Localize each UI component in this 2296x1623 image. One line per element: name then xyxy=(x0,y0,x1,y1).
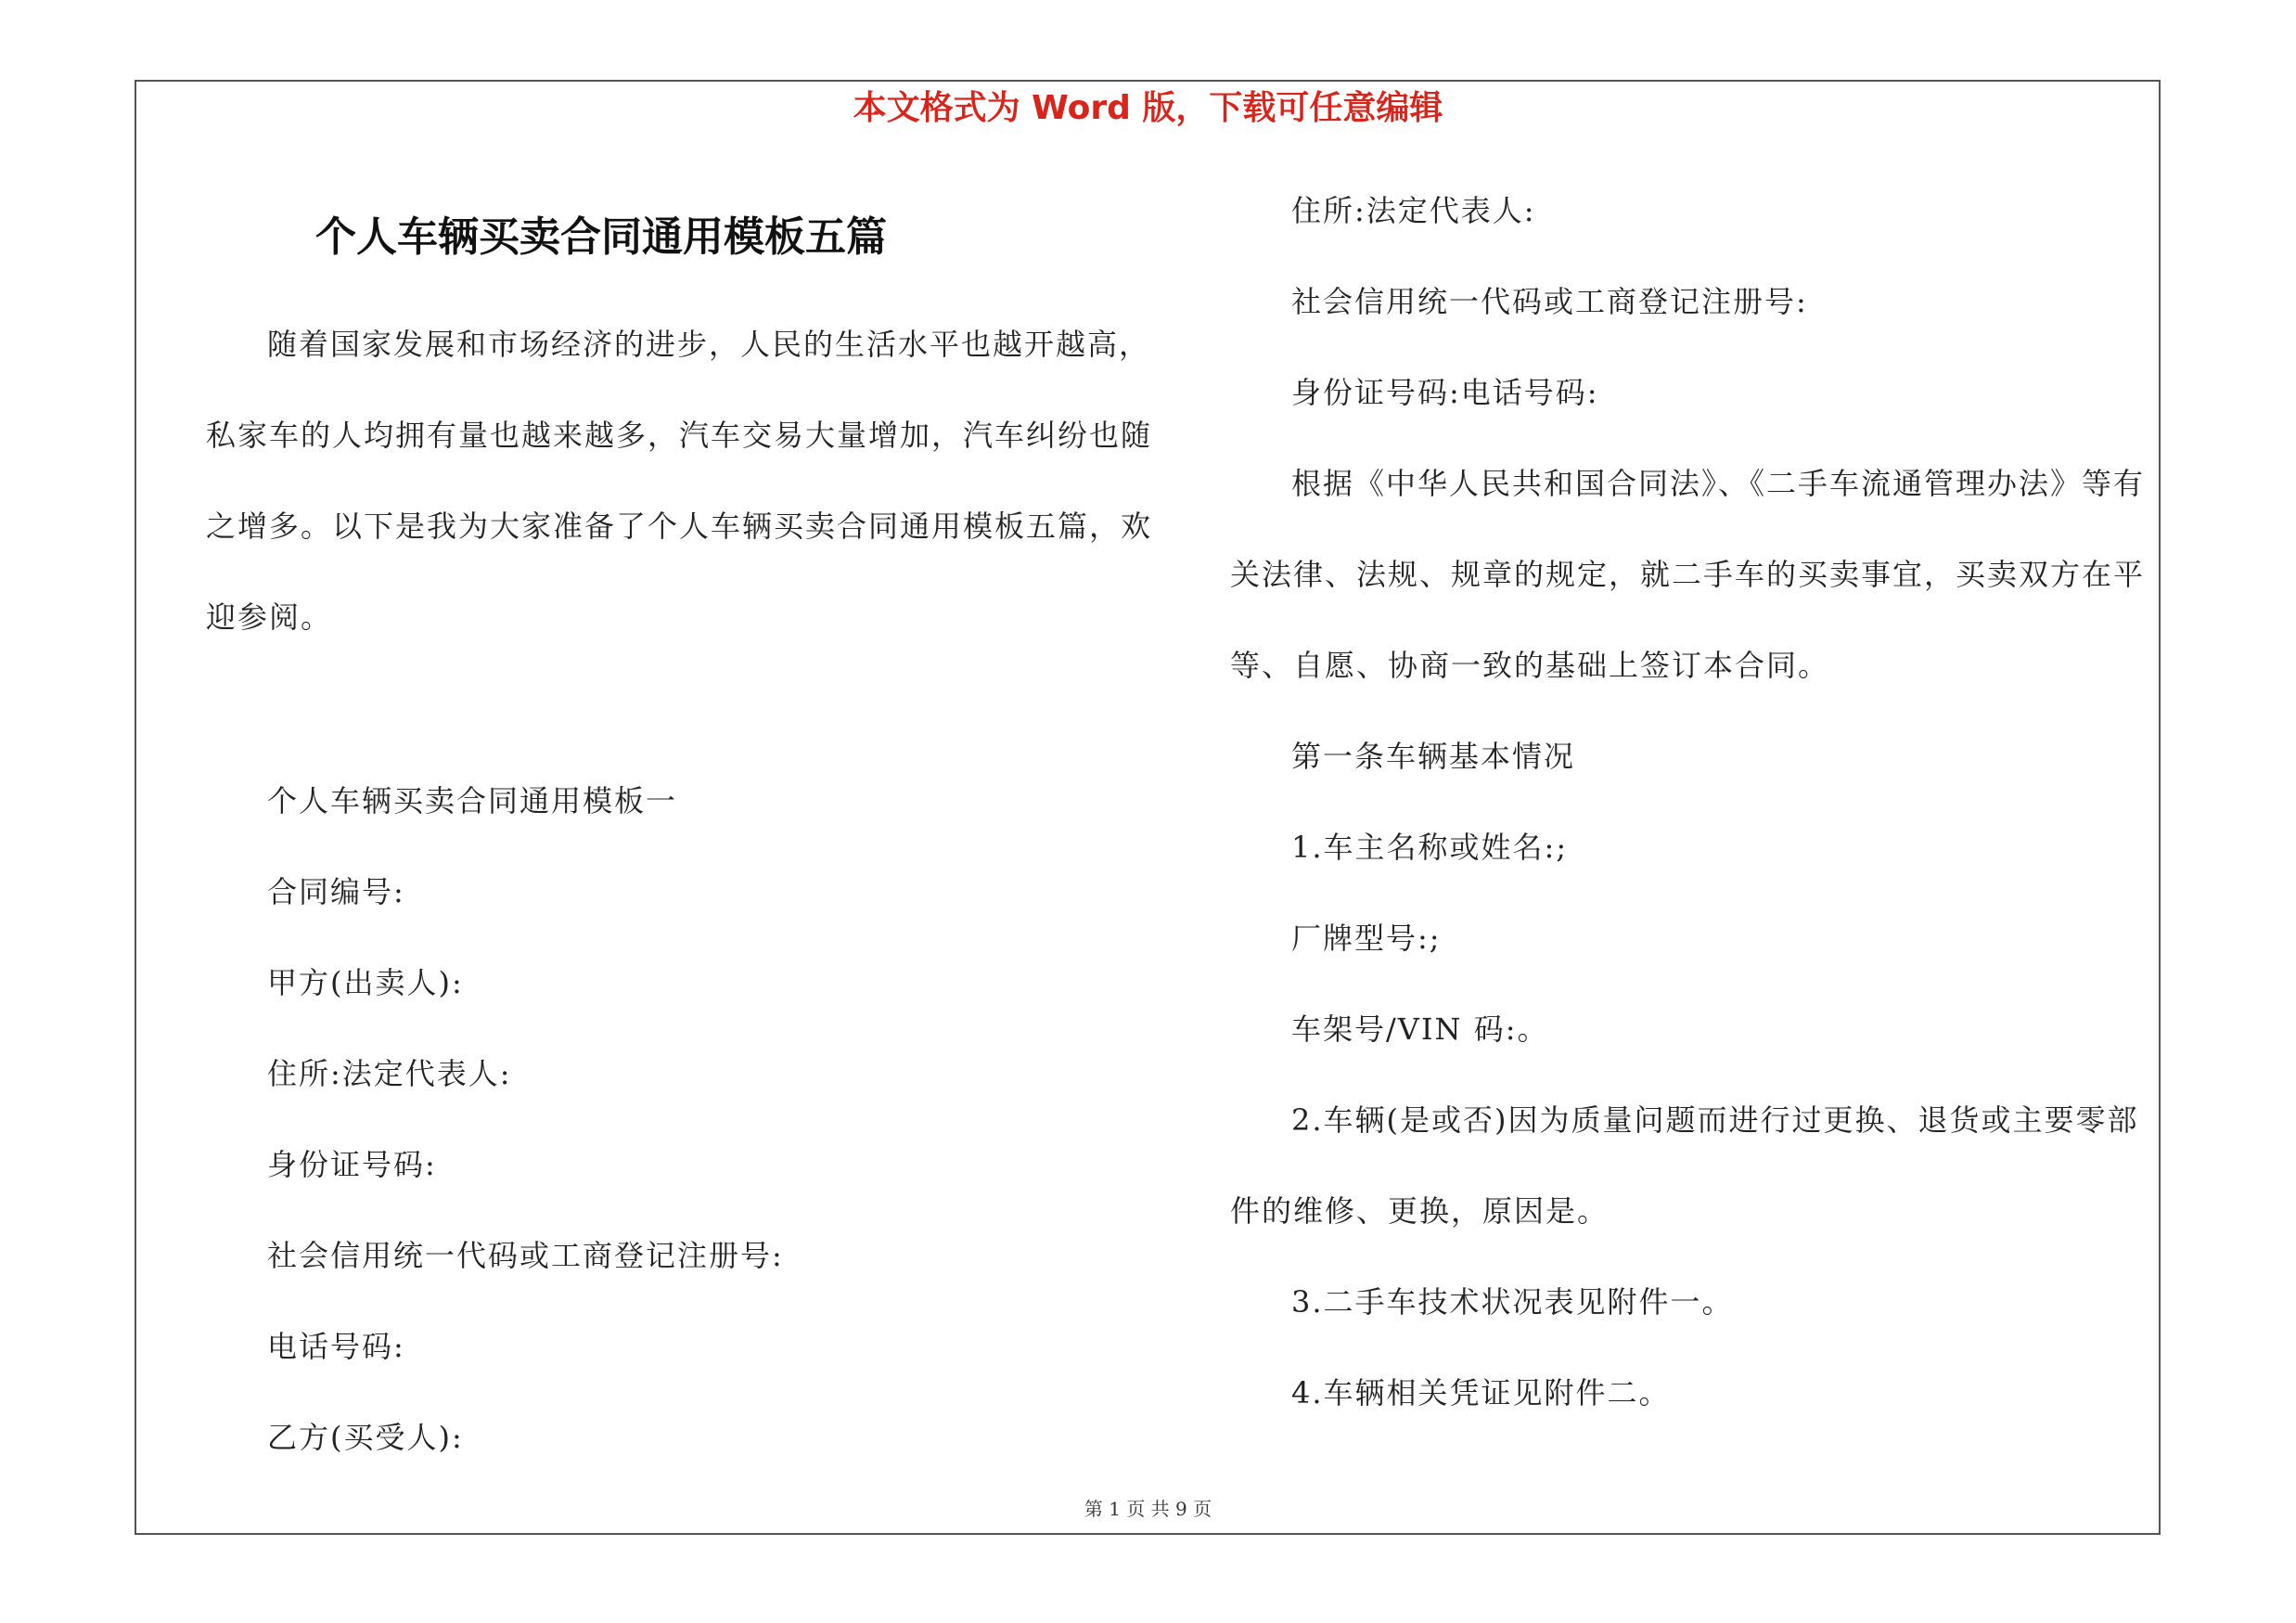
legal-basis-paragraph: 根据《中华人民共和国合同法》、《二手车流通管理办法》等有关法律、法规、规章的规定，就二手车的买卖事宜，买卖双方在平等、自愿、协商一致的基础上签订本合同。 xyxy=(1230,466,2146,683)
tech-status-line: 3.二手车技术状况表见附件一。 xyxy=(1291,1284,1734,1320)
intro-paragraph: 随着国家发展和市场经济的进步，人民的生活水平也越开越高，私家车的人均拥有量也越来越多，汽车交易大量增加，汽车纠纷也随之增多。以下是我为大家准备了个人车辆买卖合同通用模板五篇，欢迎参阅。 xyxy=(206,327,1153,635)
party-b-line: 乙方(买受人): xyxy=(267,1420,464,1455)
party-a-id-line: 身份证号码: xyxy=(267,1147,437,1182)
party-a-phone-line: 电话号码: xyxy=(267,1329,405,1364)
party-b-credit-code-line: 社会信用统一代码或工商登记注册号: xyxy=(1291,284,1808,319)
article-one-heading: 第一条车辆基本情况 xyxy=(1291,739,1576,774)
page-number-footer: 第 1 页 共 9 页 xyxy=(1084,1498,1212,1520)
owner-name-line: 1.车主名称或姓名:; xyxy=(1291,830,1569,865)
party-b-id-phone-line: 身份证号码:电话号码: xyxy=(1291,375,1599,410)
vin-line: 车架号/VIN 码:。 xyxy=(1291,1011,1549,1047)
vehicle-documents-line: 4.车辆相关凭证见附件二。 xyxy=(1291,1375,1671,1410)
document-title: 个人车辆买卖合同通用模板五篇 xyxy=(315,213,887,261)
party-a-address-line: 住所:法定代表人: xyxy=(267,1056,512,1091)
brand-model-line: 厂牌型号:; xyxy=(1291,921,1442,956)
quality-history-paragraph: 2.车辆(是或否)因为质量问题而进行过更换、退货或主要零部件的维修、更换，原因是。 xyxy=(1230,1102,2139,1229)
template-heading: 个人车辆买卖合同通用模板一 xyxy=(267,783,678,818)
contract-number-line: 合同编号: xyxy=(267,874,405,909)
format-banner: 本文格式为 Word 版，下载可任意编辑 xyxy=(853,89,1443,127)
party-a-credit-code-line: 社会信用统一代码或工商登记注册号: xyxy=(267,1238,784,1273)
party-b-address-line: 住所:法定代表人: xyxy=(1291,193,1536,228)
party-a-line: 甲方(出卖人): xyxy=(267,965,464,1000)
